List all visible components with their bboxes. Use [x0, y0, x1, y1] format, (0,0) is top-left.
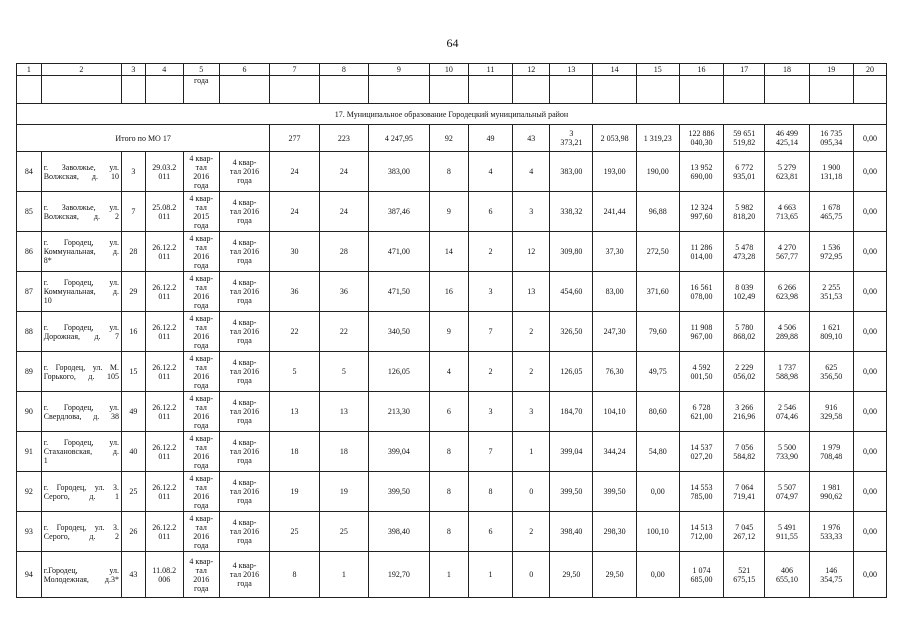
cell-c3: 49 — [122, 392, 146, 432]
cell-c19: 1 976 533,33 — [809, 512, 853, 552]
total-value: 59 651 519,82 — [724, 125, 765, 152]
column-number: 19 — [809, 64, 853, 76]
cell-c3: 40 — [122, 432, 146, 472]
cell-c18: 5 507 074,97 — [765, 472, 809, 512]
cell-c16: 4 592 001,50 — [679, 352, 723, 392]
total-value: 92 — [429, 125, 468, 152]
row-number-cell: 94 — [17, 552, 42, 598]
cell-c19: 1 981 990,62 — [809, 472, 853, 512]
total-value: 4 247,95 — [369, 125, 430, 152]
column-number-row — [17, 64, 887, 76]
cell-c13: 184,70 — [550, 392, 593, 432]
cell-c16: 13 952 690,00 — [679, 152, 723, 192]
cell-c8: 24 — [319, 192, 368, 232]
cell-c7: 5 — [270, 352, 319, 392]
cell-c14: 193,00 — [593, 152, 636, 192]
column-number: 2 — [41, 64, 121, 76]
housing-register-table — [16, 63, 887, 598]
cell-c8: 28 — [319, 232, 368, 272]
cell-c13: 126,05 — [550, 352, 593, 392]
section-title: 17. Муниципальное образование Городецкий муниципальный район — [17, 104, 887, 125]
cell-c4: 26.12.2 011 — [145, 472, 183, 512]
column-number: 5 — [183, 64, 219, 76]
cell-c18: 5 500 733,90 — [765, 432, 809, 472]
column-number: 17 — [724, 64, 765, 76]
column-number: 4 — [145, 64, 183, 76]
cell-c6: 4 квар- тал 2016 года — [219, 472, 269, 512]
cell-c13: 398,40 — [550, 512, 593, 552]
table-row — [17, 512, 887, 552]
cell-c20: 0,00 — [853, 392, 886, 432]
cell-c9: 399,04 — [369, 432, 430, 472]
cell-c17: 7 056 584,82 — [724, 432, 765, 472]
column-number: 20 — [853, 64, 886, 76]
cell-c17: 5 982 818,20 — [724, 192, 765, 232]
cell-c7: 22 — [270, 312, 319, 352]
address-cell: г.Городец, ул. Молодежная, д.3* — [41, 552, 121, 598]
cell-c11: 6 — [468, 192, 512, 232]
table-row — [17, 552, 887, 598]
cell-c19: 1 900 131,18 — [809, 152, 853, 192]
cell-c19: 1 621 809,10 — [809, 312, 853, 352]
cell-c19: 146 354,75 — [809, 552, 853, 598]
section-row — [17, 104, 887, 125]
cell-c16: 14 553 785,00 — [679, 472, 723, 512]
cell-c13: 326,50 — [550, 312, 593, 352]
row-number-cell: 85 — [17, 192, 42, 232]
table-row — [17, 472, 887, 512]
cell-c15: 0,00 — [636, 472, 679, 512]
cell-c6: 4 квар- тал 2016 года — [219, 552, 269, 598]
cell-c15: 272,50 — [636, 232, 679, 272]
cell-c18: 4 663 713,65 — [765, 192, 809, 232]
cell-c14: 104,10 — [593, 392, 636, 432]
address-cell: г. Заволжье, ул. Волжская, д. 10 — [41, 152, 121, 192]
cell-c14: 344,24 — [593, 432, 636, 472]
address-cell: г. Городец, ул. Свердлова, д. 38 — [41, 392, 121, 432]
cell-c11: 3 — [468, 392, 512, 432]
cell-c9: 340,50 — [369, 312, 430, 352]
cell-c12: 2 — [513, 352, 550, 392]
column-number: 10 — [429, 64, 468, 76]
cell-c3: 28 — [122, 232, 146, 272]
cell-c15: 190,00 — [636, 152, 679, 192]
row-number-cell: 91 — [17, 432, 42, 472]
cell-c10: 8 — [429, 432, 468, 472]
address-cell: г. Городец, ул. З. Серого, д. 2 — [41, 512, 121, 552]
cell-c6: 4 квар- тал 2016 года — [219, 152, 269, 192]
cell-c20: 0,00 — [853, 472, 886, 512]
cell-c12: 4 — [513, 152, 550, 192]
cell-c7: 24 — [270, 152, 319, 192]
address-cell: г. Городец, ул. Дорожная, д. 7 — [41, 312, 121, 352]
cell-c7: 19 — [270, 472, 319, 512]
cell-c8: 36 — [319, 272, 368, 312]
cell-c9: 387,46 — [369, 192, 430, 232]
total-value: 46 499 425,14 — [765, 125, 809, 152]
cell-c3: 16 — [122, 312, 146, 352]
cell-c6: 4 квар- тал 2016 года — [219, 192, 269, 232]
cell-c11: 2 — [468, 232, 512, 272]
cell-c17: 5 478 473,28 — [724, 232, 765, 272]
cell-c13: 399,50 — [550, 472, 593, 512]
total-value: 122 886 040,30 — [679, 125, 723, 152]
row-number-cell: 87 — [17, 272, 42, 312]
cell-c7: 13 — [270, 392, 319, 432]
cell-c16: 12 324 997,60 — [679, 192, 723, 232]
cell-c11: 7 — [468, 432, 512, 472]
total-value: 223 — [319, 125, 368, 152]
cell-c14: 399,50 — [593, 472, 636, 512]
cell-c12: 3 — [513, 192, 550, 232]
cell-c10: 8 — [429, 472, 468, 512]
cell-c5: 4 квар- тал 2016 года — [183, 352, 219, 392]
row-number-cell: 88 — [17, 312, 42, 352]
row-number-cell: 84 — [17, 152, 42, 192]
cell-c8: 19 — [319, 472, 368, 512]
cell-c19: 1 536 972,95 — [809, 232, 853, 272]
cell-c10: 9 — [429, 312, 468, 352]
cell-c8: 18 — [319, 432, 368, 472]
page-number: 64 — [446, 36, 459, 50]
cell-c4: 26.12.2 011 — [145, 352, 183, 392]
cell-c18: 406 655,10 — [765, 552, 809, 598]
column-number: 16 — [679, 64, 723, 76]
cell-c11: 6 — [468, 512, 512, 552]
total-value: 2 053,98 — [593, 125, 636, 152]
cell-c14: 83,00 — [593, 272, 636, 312]
cell-c4: 25.08.2 011 — [145, 192, 183, 232]
cell-c20: 0,00 — [853, 512, 886, 552]
cell-c8: 24 — [319, 152, 368, 192]
cell-c12: 2 — [513, 512, 550, 552]
column-number: 15 — [636, 64, 679, 76]
cell-c5: 4 квар- тал 2016 года — [183, 392, 219, 432]
cell-c4: 11.08.2 006 — [145, 552, 183, 598]
column-number: 3 — [122, 64, 146, 76]
cell-c20: 0,00 — [853, 312, 886, 352]
row-number-cell: 90 — [17, 392, 42, 432]
table-row — [17, 272, 887, 312]
cell-c3: 7 — [122, 192, 146, 232]
cell-c5: 4 квар- тал 2016 года — [183, 312, 219, 352]
cell-c11: 8 — [468, 472, 512, 512]
cell-c16: 11 908 967,00 — [679, 312, 723, 352]
table-row — [17, 352, 887, 392]
cell-c11: 2 — [468, 352, 512, 392]
cell-c15: 100,10 — [636, 512, 679, 552]
cell-c8: 25 — [319, 512, 368, 552]
cell-c4: 26.12.2 011 — [145, 232, 183, 272]
cell-c6: 4 квар- тал 2016 года — [219, 312, 269, 352]
address-cell: г. Городец, ул. Коммунальная, д. 10 — [41, 272, 121, 312]
cell-c6: 4 квар- тал 2016 года — [219, 432, 269, 472]
cell-c14: 29,50 — [593, 552, 636, 598]
table-row — [17, 152, 887, 192]
cell-c10: 16 — [429, 272, 468, 312]
cell-c16: 14 513 712,00 — [679, 512, 723, 552]
cell-c13: 383,00 — [550, 152, 593, 192]
cell-c14: 37,30 — [593, 232, 636, 272]
table-row — [17, 312, 887, 352]
cell-c7: 24 — [270, 192, 319, 232]
table-row — [17, 392, 887, 432]
cell-c7: 30 — [270, 232, 319, 272]
cell-c16: 11 286 014,00 — [679, 232, 723, 272]
cell-c6: 4 квар- тал 2016 года — [219, 512, 269, 552]
cell-c5: 4 квар- тал 2016 года — [183, 472, 219, 512]
cell-c5: 4 квар- тал 2016 года — [183, 152, 219, 192]
cell-c7: 25 — [270, 512, 319, 552]
address-cell: г. Городец, ул. З. Серого, д. 1 — [41, 472, 121, 512]
cell-c6: 4 квар- тал 2016 года — [219, 272, 269, 312]
column-number: 7 — [270, 64, 319, 76]
cell-c5: 4 квар- тал 2015 года — [183, 192, 219, 232]
cell-c11: 1 — [468, 552, 512, 598]
row-number-cell: 86 — [17, 232, 42, 272]
cell-c14: 247,30 — [593, 312, 636, 352]
total-row — [17, 125, 887, 152]
cell-c13: 399,04 — [550, 432, 593, 472]
cell-c18: 2 546 074,46 — [765, 392, 809, 432]
cell-c16: 16 561 078,00 — [679, 272, 723, 312]
cell-c3: 29 — [122, 272, 146, 312]
cell-c17: 6 772 935,01 — [724, 152, 765, 192]
cell-c20: 0,00 — [853, 232, 886, 272]
cell-c15: 371,60 — [636, 272, 679, 312]
cell-c17: 8 039 102,49 — [724, 272, 765, 312]
cell-c7: 18 — [270, 432, 319, 472]
address-cell: г. Городец, ул. М. Горького, д. 105 — [41, 352, 121, 392]
cell-c17: 7 064 719,41 — [724, 472, 765, 512]
total-label: Итого по МО 17 — [17, 125, 270, 152]
cell-c12: 1 — [513, 432, 550, 472]
cell-c20: 0,00 — [853, 272, 886, 312]
cell-c20: 0,00 — [853, 192, 886, 232]
address-cell: г. Городец, ул. Стахановская, д. 1 — [41, 432, 121, 472]
cell-c3: 26 — [122, 512, 146, 552]
cell-c10: 9 — [429, 192, 468, 232]
total-value: 49 — [468, 125, 512, 152]
column-number: 18 — [765, 64, 809, 76]
cell-c6: 4 квар- тал 2016 года — [219, 352, 269, 392]
cell-c9: 383,00 — [369, 152, 430, 192]
row-number-cell: 93 — [17, 512, 42, 552]
cell-c15: 49,75 — [636, 352, 679, 392]
cell-c18: 4 270 567,77 — [765, 232, 809, 272]
cell-c19: 625 356,50 — [809, 352, 853, 392]
cell-c18: 5 279 623,81 — [765, 152, 809, 192]
cell-c14: 298,30 — [593, 512, 636, 552]
cell-c18: 5 491 911,55 — [765, 512, 809, 552]
cell-c7: 8 — [270, 552, 319, 598]
cell-c19: 1 979 708,48 — [809, 432, 853, 472]
total-value: 16 735 095,34 — [809, 125, 853, 152]
cell-c10: 1 — [429, 552, 468, 598]
cell-c17: 5 780 868,02 — [724, 312, 765, 352]
column-number: 14 — [593, 64, 636, 76]
cell-c5: 4 квар- тал 2016 года — [183, 232, 219, 272]
cell-c19: 1 678 465,75 — [809, 192, 853, 232]
cell-c4: 29.03.2 011 — [145, 152, 183, 192]
table-row — [17, 232, 887, 272]
total-value: 277 — [270, 125, 319, 152]
cell-c7: 36 — [270, 272, 319, 312]
cell-c15: 96,88 — [636, 192, 679, 232]
cell-c14: 76,30 — [593, 352, 636, 392]
cell-c18: 6 266 623,98 — [765, 272, 809, 312]
cell-c20: 0,00 — [853, 152, 886, 192]
cell-c9: 398,40 — [369, 512, 430, 552]
cell-c16: 6 728 621,00 — [679, 392, 723, 432]
column-number: 8 — [319, 64, 368, 76]
total-value: 43 — [513, 125, 550, 152]
cell-c10: 14 — [429, 232, 468, 272]
cell-c4: 26.12.2 011 — [145, 512, 183, 552]
cell-c4: 26.12.2 011 — [145, 272, 183, 312]
total-value: 1 319,23 — [636, 125, 679, 152]
column-number: 9 — [369, 64, 430, 76]
row-number-cell: 89 — [17, 352, 42, 392]
cell-c6: 4 квар- тал 2016 года — [219, 232, 269, 272]
cell-c16: 1 074 685,00 — [679, 552, 723, 598]
cell-c3: 25 — [122, 472, 146, 512]
cell-c11: 4 — [468, 152, 512, 192]
address-cell: г. Городец, ул. Коммунальная, д. 8* — [41, 232, 121, 272]
cell-c13: 338,32 — [550, 192, 593, 232]
cell-c3: 3 — [122, 152, 146, 192]
cell-c20: 0,00 — [853, 432, 886, 472]
cell-c12: 0 — [513, 472, 550, 512]
column-number: 11 — [468, 64, 512, 76]
cell-c6: 4 квар- тал 2016 года — [219, 392, 269, 432]
cell-c10: 6 — [429, 392, 468, 432]
cell-c3: 43 — [122, 552, 146, 598]
cell-c18: 1 737 588,98 — [765, 352, 809, 392]
cell-c17: 3 266 216,96 — [724, 392, 765, 432]
column-number: 12 — [513, 64, 550, 76]
cell-c9: 213,30 — [369, 392, 430, 432]
cell-c19: 2 255 351,53 — [809, 272, 853, 312]
cell-c8: 1 — [319, 552, 368, 598]
cell-c16: 14 537 027,20 — [679, 432, 723, 472]
cell-c8: 22 — [319, 312, 368, 352]
cell-c9: 471,00 — [369, 232, 430, 272]
cell-c17: 7 045 267,12 — [724, 512, 765, 552]
cell-c20: 0,00 — [853, 552, 886, 598]
cell-c12: 13 — [513, 272, 550, 312]
cell-c8: 13 — [319, 392, 368, 432]
cell-c4: 26.12.2 011 — [145, 392, 183, 432]
cell-c13: 29,50 — [550, 552, 593, 598]
cell-c19: 916 329,58 — [809, 392, 853, 432]
cell-c13: 309,80 — [550, 232, 593, 272]
table-row — [17, 192, 887, 232]
cell-c10: 4 — [429, 352, 468, 392]
cell-c15: 54,80 — [636, 432, 679, 472]
cell-c5: 4 квар- тал 2016 года — [183, 272, 219, 312]
cell-c14: 241,44 — [593, 192, 636, 232]
cell-c9: 471,50 — [369, 272, 430, 312]
cell-c8: 5 — [319, 352, 368, 392]
cell-c11: 7 — [468, 312, 512, 352]
cell-c12: 12 — [513, 232, 550, 272]
cell-c10: 8 — [429, 512, 468, 552]
cell-c11: 3 — [468, 272, 512, 312]
cell-c12: 2 — [513, 312, 550, 352]
cell-c10: 8 — [429, 152, 468, 192]
cell-c12: 0 — [513, 552, 550, 598]
cell-c5: 4 квар- тал 2016 года — [183, 432, 219, 472]
total-value: 3 373,21 — [550, 125, 593, 152]
table-row — [17, 432, 887, 472]
cell-c9: 192,70 — [369, 552, 430, 598]
column-number: 6 — [219, 64, 269, 76]
cell-c9: 126,05 — [369, 352, 430, 392]
continued-col5: года — [183, 76, 219, 104]
cell-c3: 15 — [122, 352, 146, 392]
cell-c15: 0,00 — [636, 552, 679, 598]
total-value: 0,00 — [853, 125, 886, 152]
row-number-cell: 92 — [17, 472, 42, 512]
address-cell: г. Заволжье, ул. Волжская, д. 2 — [41, 192, 121, 232]
continued-row — [17, 76, 887, 104]
cell-c18: 4 506 289,88 — [765, 312, 809, 352]
cell-c4: 26.12.2 011 — [145, 432, 183, 472]
cell-c15: 80,60 — [636, 392, 679, 432]
cell-c15: 79,60 — [636, 312, 679, 352]
cell-c5: 4 квар- тал 2016 года — [183, 512, 219, 552]
cell-c13: 454,60 — [550, 272, 593, 312]
column-number: 1 — [17, 64, 42, 76]
cell-c12: 3 — [513, 392, 550, 432]
cell-c17: 521 675,15 — [724, 552, 765, 598]
cell-c17: 2 229 056,02 — [724, 352, 765, 392]
cell-c4: 26.12.2 011 — [145, 312, 183, 352]
cell-c20: 0,00 — [853, 352, 886, 392]
column-number: 13 — [550, 64, 593, 76]
cell-c5: 4 квар- тал 2016 года — [183, 552, 219, 598]
cell-c9: 399,50 — [369, 472, 430, 512]
